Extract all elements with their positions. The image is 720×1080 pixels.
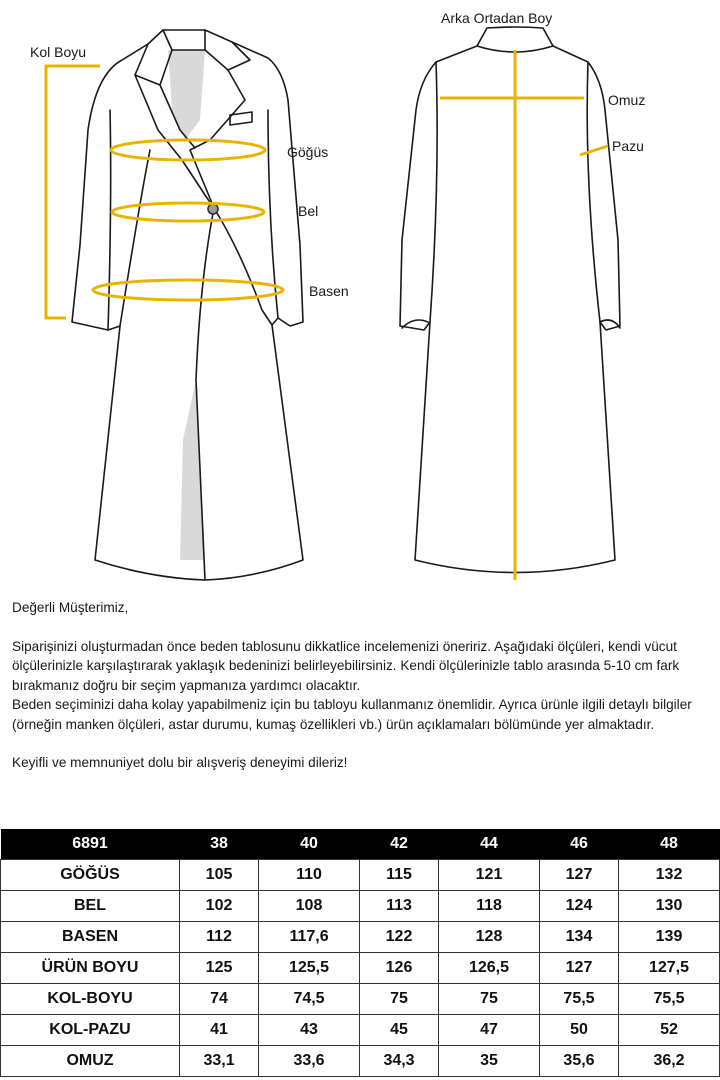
row-label: GÖĞÜS (1, 860, 180, 891)
header-size: 46 (539, 829, 618, 860)
table-cell: 52 (619, 1015, 720, 1046)
bel-label: Bel (298, 203, 319, 219)
table-cell: 110 (259, 860, 360, 891)
table-cell: 74,5 (259, 984, 360, 1015)
back-coat-drawing (400, 27, 620, 573)
table-cell: 124 (539, 891, 618, 922)
table-cell: 34,3 (359, 1046, 438, 1077)
table-cell: 128 (439, 922, 540, 953)
closing-text: Keyifli ve memnuniyet dolu bir alışveriş deneyimi dileriz! (12, 755, 348, 770)
table-cell: 127 (539, 860, 618, 891)
size-table-header-row (1, 829, 720, 860)
table-cell: 125 (180, 953, 259, 984)
table-cell: 41 (180, 1015, 259, 1046)
basen-label: Basen (309, 283, 349, 299)
table-cell: 130 (619, 891, 720, 922)
table-cell: 33,6 (259, 1046, 360, 1077)
table-cell: 35 (439, 1046, 540, 1077)
chest-mark (111, 140, 265, 160)
header-size: 44 (439, 829, 540, 860)
table-row (1, 1046, 720, 1077)
greeting-text: Değerli Müşterimiz, (12, 600, 129, 615)
table-row (1, 984, 720, 1015)
table-cell: 105 (180, 860, 259, 891)
message-paragraph-2: Beden seçiminizi daha kolay yapabilmeniz için bu tabloyu kullanmanız önemlidir. Ayrıca ürünle ilgili detaylı bilgiler (örneğin manken ölçüleri, astar durumu, kumaş özellikleri vb.) ürün açıklamaları bölümünde yer almaktadır. (12, 697, 692, 732)
sleeve-length-mark (46, 66, 100, 318)
table-cell: 36,2 (619, 1046, 720, 1077)
table-cell: 113 (359, 891, 438, 922)
row-label: ÜRÜN BOYU (1, 953, 180, 984)
table-row (1, 922, 720, 953)
table-cell: 121 (439, 860, 540, 891)
kol-boyu-label: Kol Boyu (30, 44, 87, 60)
table-cell: 118 (439, 891, 540, 922)
table-cell: 134 (539, 922, 618, 953)
table-cell: 35,6 (539, 1046, 618, 1077)
table-cell: 127,5 (619, 953, 720, 984)
table-cell: 125,5 (259, 953, 360, 984)
table-cell: 33,1 (180, 1046, 259, 1077)
table-cell: 75 (439, 984, 540, 1015)
table-row (1, 1015, 720, 1046)
bicep-mark (580, 146, 608, 155)
measurement-marks (46, 50, 608, 580)
row-label: BEL (1, 891, 180, 922)
table-cell: 75,5 (619, 984, 720, 1015)
row-label: KOL-BOYU (1, 984, 180, 1015)
gogus-label: Göğüs (287, 144, 329, 160)
row-label: KOL-PAZU (1, 1015, 180, 1046)
row-label: BASEN (1, 922, 180, 953)
customer-message (12, 598, 712, 773)
message-paragraph-1: Siparişinizi oluşturmadan önce beden tablosunu dikkatlice incelemenizi öneririz. Aşağıdaki ölçüleri, kendi vücut ölçülerinizle karşılaştırarak yaklaşık bedeninizi belirleyebilirsiniz. Kendi ölçülerinizle tablo arasında 5-10 cm fark bırakmanız doğru bir seçim yapmanıza yardımcı olacaktır. (12, 638, 680, 693)
waist-mark (112, 203, 264, 221)
table-cell: 47 (439, 1015, 540, 1046)
table-cell: 127 (539, 953, 618, 984)
table-cell: 45 (359, 1015, 438, 1046)
header-model-code: 6891 (1, 829, 180, 860)
table-cell: 74 (180, 984, 259, 1015)
table-cell: 126,5 (439, 953, 540, 984)
table-cell: 126 (359, 953, 438, 984)
front-coat-drawing (72, 30, 303, 580)
header-size: 38 (180, 829, 259, 860)
size-table (0, 829, 720, 1077)
table-cell: 43 (259, 1015, 360, 1046)
table-cell: 75,5 (539, 984, 618, 1015)
row-label: OMUZ (1, 1046, 180, 1077)
table-cell: 102 (180, 891, 259, 922)
table-cell: 50 (539, 1015, 618, 1046)
header-size: 42 (359, 829, 438, 860)
pazu-label: Pazu (612, 138, 644, 154)
table-cell: 108 (259, 891, 360, 922)
header-size: 48 (619, 829, 720, 860)
table-cell: 139 (619, 922, 720, 953)
table-cell: 132 (619, 860, 720, 891)
table-cell: 117,6 (259, 922, 360, 953)
table-row (1, 860, 720, 891)
table-row (1, 891, 720, 922)
table-cell: 112 (180, 922, 259, 953)
table-cell: 115 (359, 860, 438, 891)
table-cell: 122 (359, 922, 438, 953)
arka-ortadan-boy-label: Arka Ortadan Boy (441, 10, 553, 26)
table-cell: 75 (359, 984, 438, 1015)
table-row (1, 953, 720, 984)
header-size: 40 (259, 829, 360, 860)
omuz-label: Omuz (608, 92, 646, 108)
